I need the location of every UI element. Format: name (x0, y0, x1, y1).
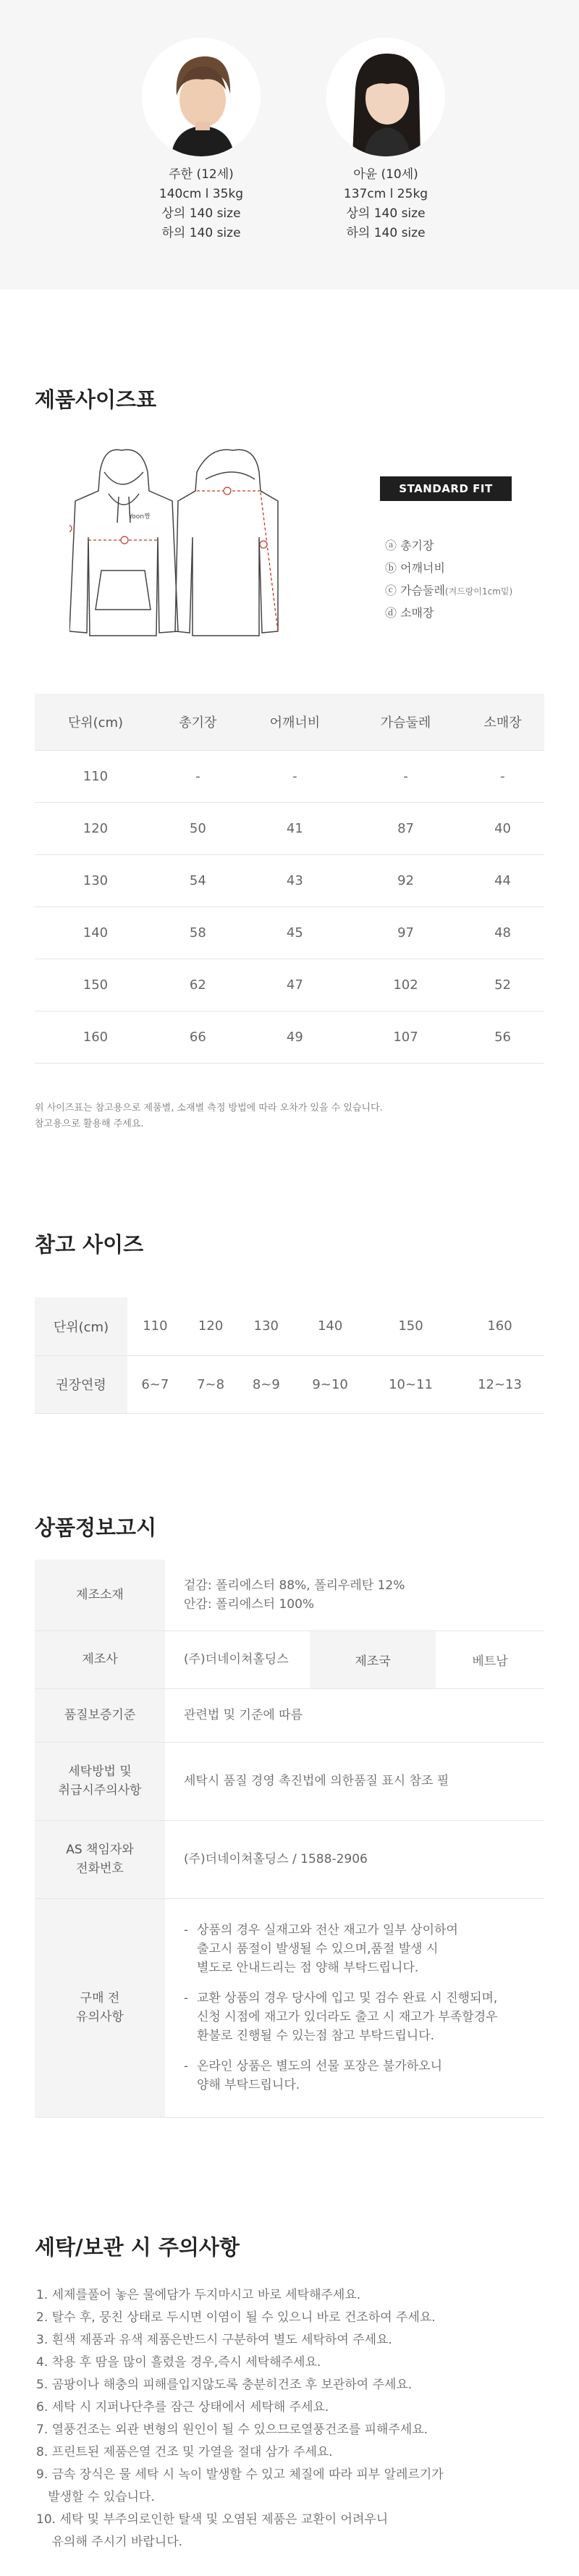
legend-item: ⓒ 가슴둘레(겨드랑이1cm밑) (385, 584, 513, 597)
list-item: 4. 착용 후 땀을 많이 흘렸을 경우,즉시 세탁해주세요. (36, 2355, 321, 2370)
column-header: 어깨너비 (240, 694, 350, 750)
table-row: AS 책임자와 전화번호 (주)더네이쳐홀딩스 / 1588-2906 (35, 1820, 544, 1898)
list-item: 8. 프린트된 제품은열 건조 및 가열을 절대 삼가 주세요. (36, 2445, 333, 2459)
product-size-table (35, 694, 544, 1064)
list-item: - 교환 상품의 경우 당사에 입고 및 검수 완료 시 진행되며, 신청 시점에 재고가 있더라도 출고 시 재고가 부족할경우 환불로 진행될 수 있는점 참고 부탁드립니다. (184, 1989, 525, 2045)
list-item: 6. 세탁 시 지퍼나단추를 잠근 상태에서 세탁해 주세요. (36, 2400, 329, 2415)
avatar (326, 38, 445, 156)
table-row: 140 58 45 97 48 (35, 906, 544, 959)
model-card (313, 38, 458, 243)
model-name: 아윤 (10세) (353, 167, 418, 182)
model-top-size: 상의 140 size (161, 206, 241, 221)
model-top-size: 상의 140 size (346, 206, 426, 221)
model-girl-photo (326, 38, 445, 156)
table-row: 단위(cm) 110 120 130 140 150 160 (35, 1297, 544, 1355)
model-name: 주한 (12세) (169, 167, 234, 182)
section-title-product-size: 제품사이즈표 (35, 387, 157, 412)
list-item: 5. 곰팡이나 해충의 피해를입지않도록 충분히건조 후 보관하여 주세요. (36, 2378, 413, 2392)
list-item: 2. 탈수 후, 뭉친 상태로 두시면 이염이 될 수 있으니 바로 건조하여 주세요. (36, 2310, 436, 2325)
purchase-caution-list (165, 1898, 544, 2117)
column-header: 총기장 (156, 694, 240, 750)
table-header-row (35, 694, 544, 750)
model-body: 140cm l 35kg (159, 187, 244, 201)
model-boy-photo (142, 38, 261, 156)
reference-size-table (35, 1297, 544, 1414)
fit-badge: STANDARD FIT (380, 476, 512, 501)
column-header: 소매장 (461, 694, 544, 750)
avatar (142, 38, 261, 156)
chest-tag-text: Yoon짱 (129, 513, 151, 521)
list-item: - 온라인 상품은 별도의 선물 포장은 불가하오니 양해 부탁드립니다. (184, 2057, 525, 2095)
table-row: 130 54 43 92 44 (35, 854, 544, 906)
care-instruction-list (36, 2284, 444, 2554)
list-item: - 상품의 경우 실재고와 전산 재고가 일부 상이하여 출고시 품절이 발생될 수 있으며,품절 발생 시 별도로 안내드리는 점 양해 부탁드립니다. (184, 1921, 525, 1977)
table-row: 150 62 47 102 52 (35, 959, 544, 1011)
model-bottom-size: 하의 140 size (161, 226, 241, 240)
measure-legend (385, 534, 512, 624)
table-row: 120 50 41 87 40 (35, 802, 544, 854)
table-row: 110 - - - - (35, 750, 544, 802)
list-item: 발생할 수 있습니다. (36, 2490, 155, 2504)
list-item: 7. 열풍건조는 외관 변형의 원인이 될 수 있으므로열풍건조를 피해주세요. (36, 2423, 428, 2437)
list-item: 3. 흰색 제품과 유색 제품은반드시 구분하여 별도 세탁하여 주세요. (36, 2333, 392, 2347)
section-title-product-info: 상품정보고시 (35, 1515, 157, 1540)
table-row: 제조소재 겉감: 폴리에스터 88%, 폴리우레탄 12% 안감: 폴리에스터 100% (35, 1560, 544, 1630)
column-header: 단위(cm) (35, 694, 156, 750)
section-title-reference-size: 참고 사이즈 (35, 1232, 144, 1257)
row-header: 권장연령 (35, 1355, 127, 1413)
legend-item: ⓑ 어깨너비 (385, 561, 445, 575)
table-row: 세탁방법 및 취급시주의사항 세탁시 품질 경영 촉진법에 의한품질 표시 참조 필 (35, 1742, 544, 1820)
legend-item: ⓐ 총기장 (385, 539, 434, 552)
list-item: 1. 세제를풀어 놓은 물에담가 두지마시고 바로 세탁해주세요. (36, 2288, 361, 2302)
table-row: 품질보증기준 관련법 및 기준에 따름 (35, 1688, 544, 1742)
table-row: 권장연령 6~7 7~8 8~9 9~10 10~11 12~13 (35, 1355, 544, 1413)
model-body: 137cm l 25kg (343, 187, 428, 201)
column-header: 가슴둘레 (350, 694, 461, 750)
table-row: 구매 전 유의사항 - 상품의 경우 실재고와 전산 재고가 일부 상이하여 출고시 품절이 발생될 수 있으며,품절 발생 시 별도로 안내드리는 점 양해 부탁드립니다. - 교환 상품의 경우 당사에 입고 및 검수 완료 시 진행되며, 신청 시점에 재고가 있더라도 출고 시 재고가 부족할경우 환불로 진행될 수 있는점 참고 부탁드립니다. - 온라인 상품은 별도의 선물 포장은 불가하오니 양해 부탁드립니다. (35, 1898, 544, 2117)
list-item: 10. 세탁 및 부주의로인한 탈색 및 오염된 제품은 교환이 어려우니 (36, 2512, 389, 2527)
model-section (0, 0, 579, 290)
row-header: 단위(cm) (35, 1297, 127, 1355)
list-item: 9. 금속 장식은 물 세탁 시 녹이 발생할 수 있고 체질에 따라 피부 알레르기가 (36, 2467, 444, 2482)
model-bottom-size: 하의 140 size (346, 226, 426, 240)
size-note: 위 사이즈표는 참고용으로 제품별, 소재별 측정 방법에 따라 오차가 있을 수 있습니다. 참고용으로 활용해 주세요. (35, 1103, 383, 1129)
section-title-care: 세탁/보관 시 주의사항 (35, 2235, 240, 2260)
table-row: 제조사 (주)더네이쳐홀딩스 제조국 베트남 (35, 1630, 544, 1688)
table-row: 160 66 49 107 56 (35, 1011, 544, 1063)
model-card (129, 38, 274, 243)
hoodie-size-diagram (69, 443, 279, 646)
list-item: 유의해 주시기 바랍니다. (36, 2535, 183, 2549)
legend-item: ⓓ 소매장 (385, 606, 434, 620)
product-info-table (35, 1560, 544, 2118)
